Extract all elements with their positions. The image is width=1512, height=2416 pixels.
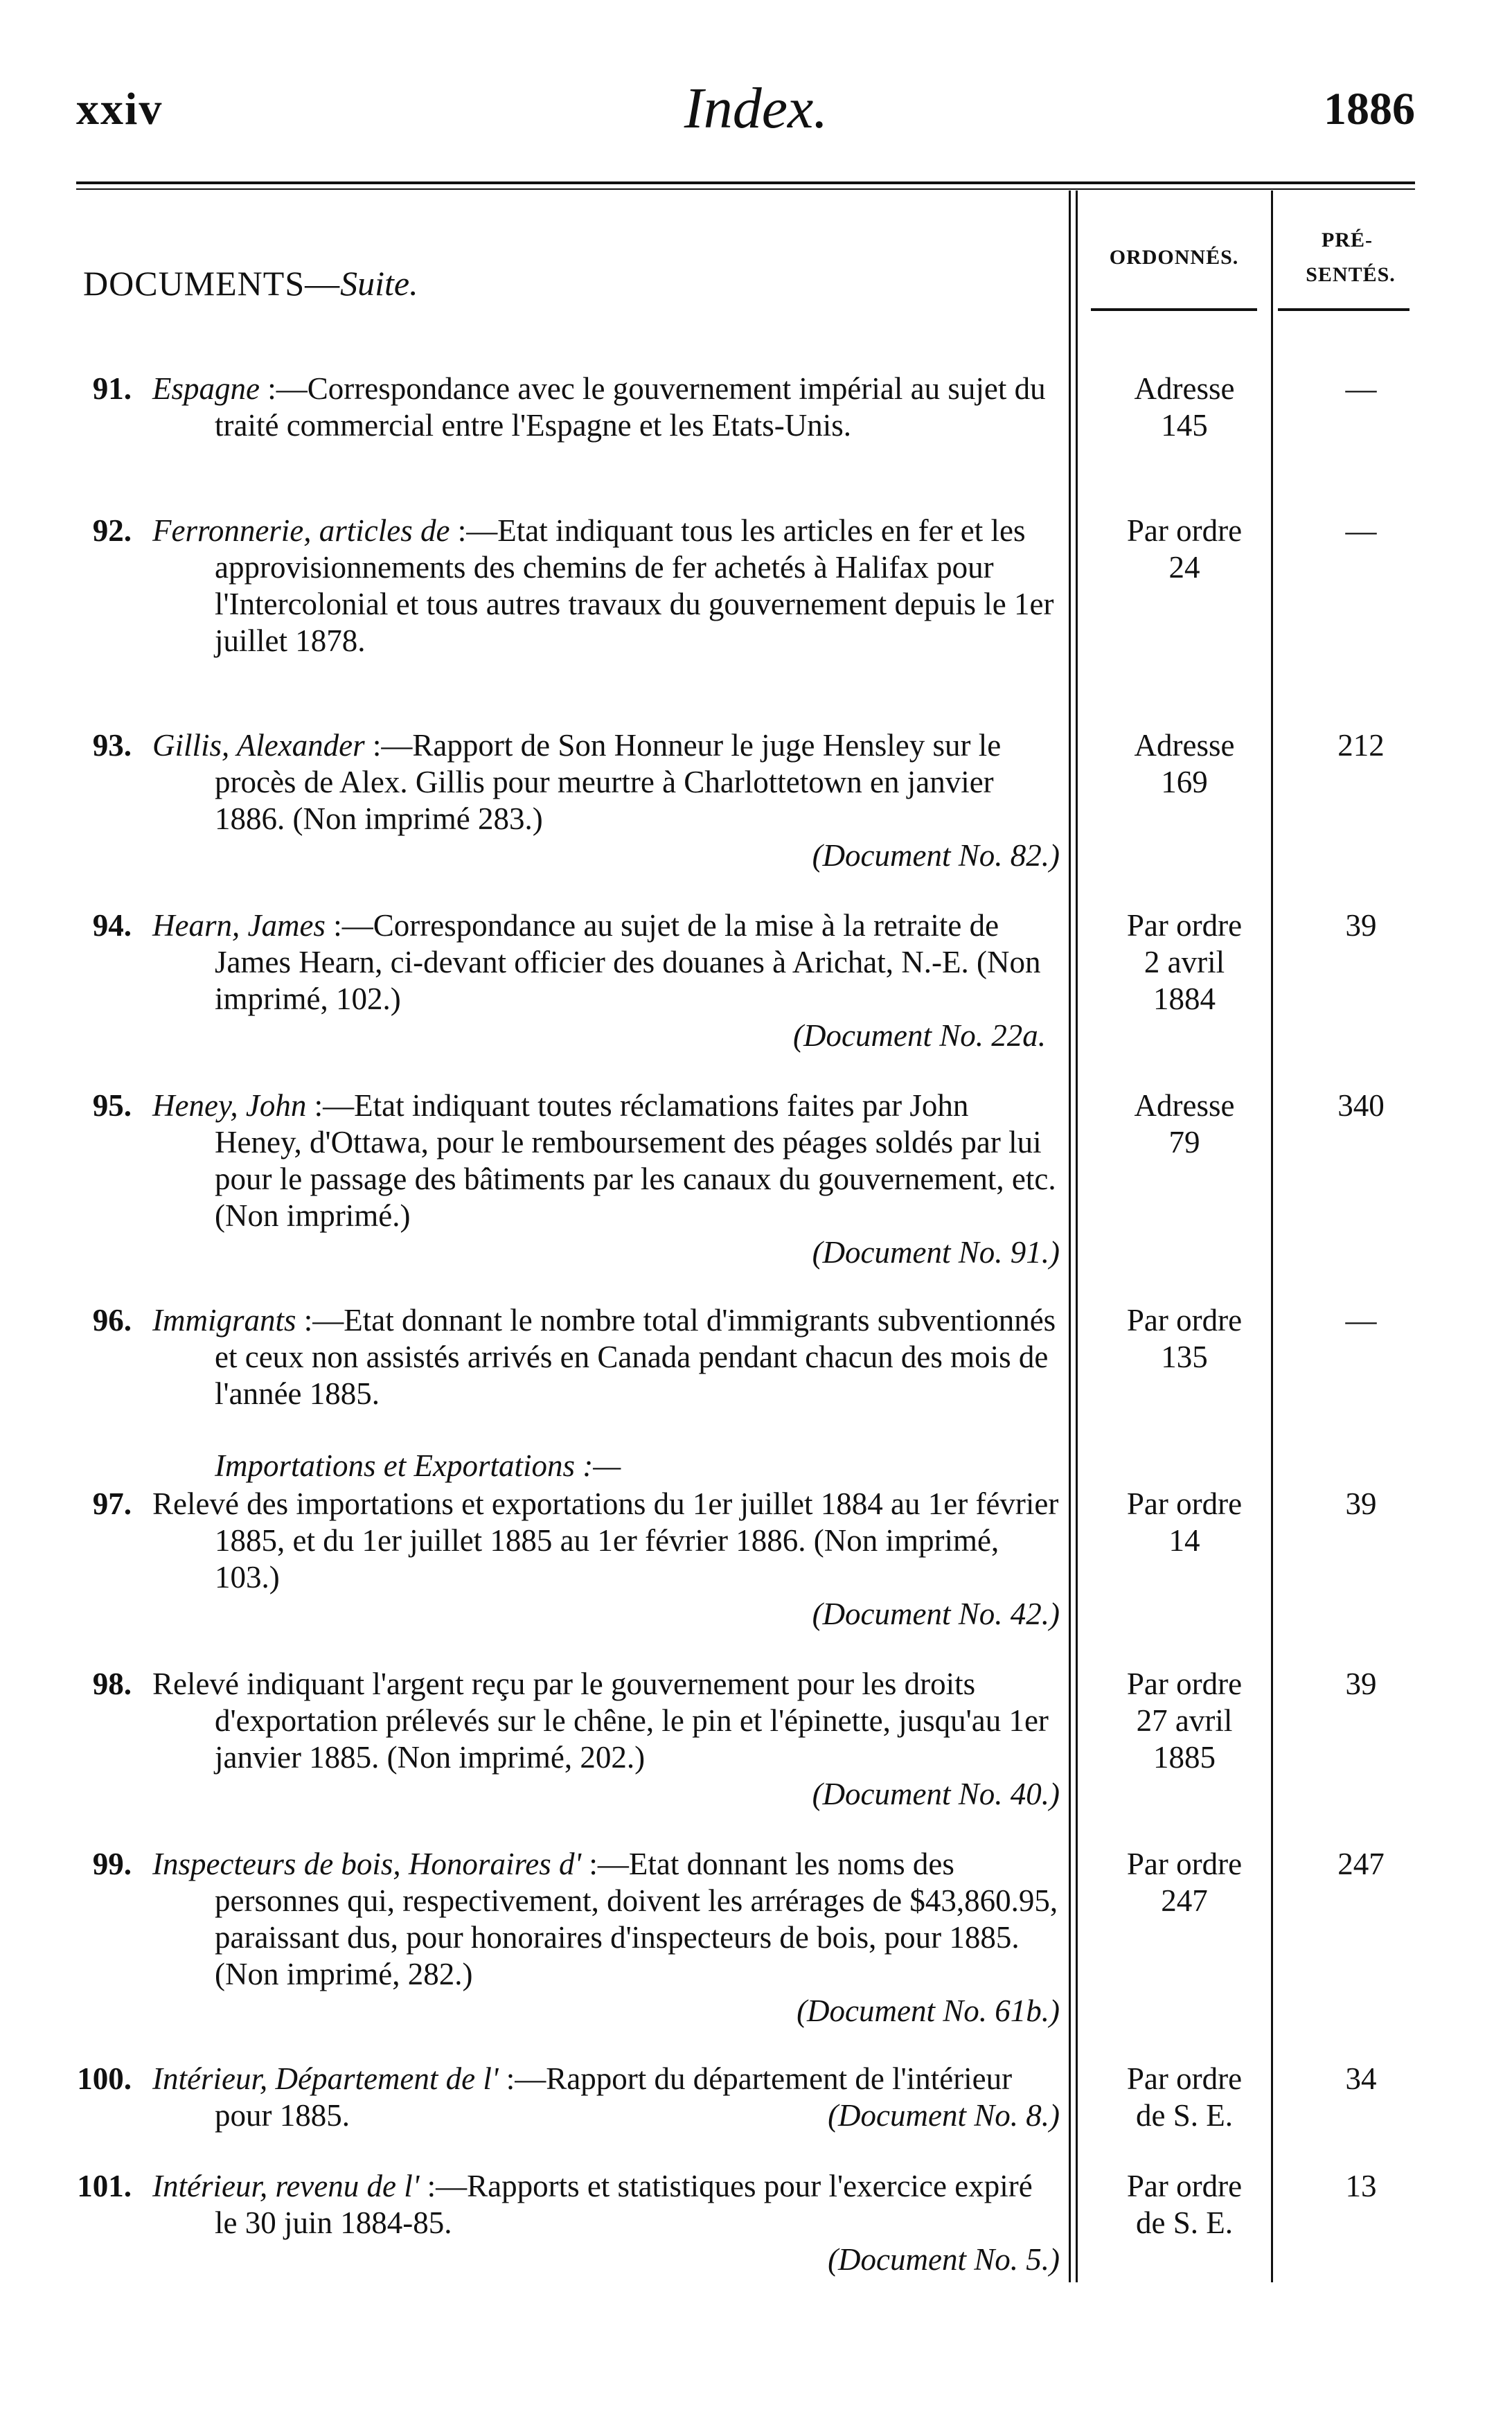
ordered-line: de S. E. — [1136, 2098, 1233, 2133]
column-header-rule — [1278, 308, 1409, 311]
ordered-line: Adresse — [1134, 1088, 1235, 1123]
entry-body: :—Etat donnant les noms des personnes qui, respectivement, doivent les arrérages de $43,860.95, paraissant dus, pour honoraires d'inspecteurs de bois, pour 1885. (Non imprimé, 282.) — [215, 1847, 1058, 1991]
entry-number: 100. — [77, 2061, 132, 2096]
entry-number: 94. — [92, 908, 132, 943]
ordered-line: 79 — [1168, 1125, 1200, 1160]
entry-lead: Inspecteurs de bois, Honoraires d' — [152, 1847, 582, 1881]
section-title-text: DOCUMENTS— — [83, 264, 341, 303]
index-entry — [92, 1087, 1060, 1271]
entry-body: :—Etat indiquant tous les articles en fer et les approvisionnements des chemins de fer achetés à Halifax pour l'Intercolonial et tous autres travaux du gouvernement depuis le 1er juillet 1878. — [215, 513, 1054, 658]
entry-text — [152, 1666, 1060, 1776]
entry-document: (Document No. 91.) — [812, 1235, 1060, 1270]
entry-text — [152, 371, 1060, 444]
entry-number: 97. — [92, 1486, 132, 1521]
column-divider — [1271, 190, 1273, 2282]
subheading: Importations et Exportations :— — [215, 1448, 621, 1483]
index-entry — [92, 371, 1060, 444]
index-entry — [77, 2061, 1060, 2134]
entry-text — [152, 1087, 1060, 1234]
presented-cell: 340 — [1337, 1088, 1385, 1123]
entry-lead: Heney, John — [152, 1088, 307, 1123]
ordered-cell — [1080, 1846, 1288, 1919]
entry-lead: Intérieur, revenu de l' — [152, 2169, 420, 2203]
ordered-cell — [1080, 1486, 1288, 1559]
ordered-line: 247 — [1161, 1883, 1208, 1918]
presented-cell: 212 — [1337, 728, 1385, 763]
entry-body: :—Etat donnant le nombre total d'immigrants subventionnés et ceux non assistés arrivés en Canada pendant chacun des mois de l'année 1885. — [215, 1303, 1056, 1411]
entry-text — [152, 907, 1060, 1018]
ordered-line: Par ordre — [1126, 1667, 1243, 1701]
entry-number: 101. — [77, 2169, 132, 2203]
entry-body: :—Rapport du département de l'intérieur pour 1885. — [215, 2061, 1013, 2133]
ordered-line: Par ordre — [1126, 908, 1243, 943]
ordered-cell — [1080, 1087, 1288, 1161]
entry-document: (Document No. 5.) — [828, 2242, 1060, 2277]
entry-document: (Document No. 42.) — [812, 1597, 1060, 1631]
header-rule — [76, 181, 1415, 184]
ordered-line: 169 — [1161, 765, 1208, 799]
header-rule-thin — [76, 188, 1415, 190]
page-title: Index. — [684, 76, 828, 141]
section-title-suffix: Suite. — [340, 264, 418, 303]
ordered-line: 145 — [1161, 408, 1208, 443]
entry-number: 98. — [92, 1667, 132, 1701]
entry-document: (Document No. 40.) — [812, 1777, 1060, 1811]
entry-document: (Document No. 8.) — [828, 2098, 1060, 2133]
column-header-rule — [1091, 308, 1257, 311]
entry-body: Relevé des importations et exportations du 1er juillet 1884 au 1er février 1885, et du 1er juillet 1885 au 1er février 1886. (Non imprimé, 103.) — [152, 1486, 1059, 1595]
ordered-line: Par ordre — [1126, 2061, 1243, 2096]
ordered-line: 14 — [1168, 1523, 1200, 1558]
ordered-cell — [1080, 2168, 1288, 2241]
presented-cell: 13 — [1345, 2169, 1377, 2203]
entry-lead: Intérieur, Département de l' — [152, 2061, 499, 2096]
entry-text — [152, 1486, 1060, 1596]
column-header-presented-1: PRÉ- — [1322, 229, 1373, 251]
index-entry — [92, 513, 1060, 659]
entry-lead: Ferronnerie, articles de — [152, 513, 450, 548]
entry-number: 96. — [92, 1303, 132, 1338]
year: 1886 — [1324, 84, 1415, 134]
index-entry — [92, 1846, 1060, 2029]
entry-text — [152, 1302, 1060, 1412]
entry-document: (Document No. 22a. — [793, 1018, 1046, 1053]
entry-body: :—Rapport de Son Honneur le juge Hensley sur le procès de Alex. Gillis pour meurtre à Charlottetown en janvier 1886. (Non imprimé 283.) — [215, 728, 1002, 836]
entry-number: 93. — [92, 728, 132, 763]
index-entry — [92, 1302, 1060, 1412]
entry-lead: Immigrants — [152, 1303, 296, 1338]
ordered-cell — [1080, 1666, 1288, 1776]
entry-lead: Hearn, James — [152, 908, 326, 943]
entry-text — [152, 513, 1060, 659]
presented-cell: 39 — [1345, 1486, 1377, 1521]
entry-text — [152, 2168, 1060, 2241]
entry-text — [152, 727, 1060, 837]
entry-body: :—Etat indiquant toutes réclamations faites par John Heney, d'Ottawa, pour le remboursement des péages soldés par lui pour le passage des bâtiments par les canaux du gouvernement, etc. (Non imprimé.) — [215, 1088, 1056, 1233]
column-divider — [1069, 190, 1071, 2282]
ordered-line: Adresse — [1134, 371, 1235, 406]
presented-cell: — — [1345, 513, 1377, 548]
presented-cell: 39 — [1345, 1667, 1377, 1701]
ordered-line: 2 avril — [1144, 945, 1225, 979]
ordered-line: Par ordre — [1126, 2169, 1243, 2203]
ordered-line: 24 — [1168, 550, 1200, 585]
ordered-line: de S. E. — [1136, 2205, 1233, 2240]
index-entry — [92, 727, 1060, 874]
ordered-line: Par ordre — [1126, 1847, 1243, 1881]
page-number: xxiv — [76, 84, 163, 134]
entry-number: 95. — [92, 1088, 132, 1123]
entry-lead: Gillis, Alexander — [152, 728, 365, 763]
entry-body: :—Rapports et statistiques pour l'exercice expiré le 30 juin 1884-85. — [215, 2169, 1033, 2240]
entry-number: 99. — [92, 1847, 132, 1881]
ordered-cell — [1080, 727, 1288, 801]
index-entry — [92, 1486, 1060, 1633]
ordered-cell — [1080, 2061, 1288, 2134]
index-entry — [77, 2168, 1060, 2278]
presented-cell: 247 — [1337, 1847, 1385, 1881]
index-entry — [92, 907, 1060, 1054]
ordered-line: 27 avril — [1136, 1703, 1233, 1738]
ordered-cell — [1080, 371, 1288, 444]
ordered-cell — [1080, 513, 1288, 586]
entry-document: (Document No. 82.) — [812, 838, 1060, 873]
ordered-line: 1885 — [1153, 1740, 1216, 1775]
entry-body: :—Correspondance avec le gouvernement impérial au sujet du traité commercial entre l'Espagne et les Etats-Unis. — [215, 371, 1046, 443]
column-divider — [1076, 190, 1078, 2282]
presented-cell: 34 — [1345, 2061, 1377, 2096]
ordered-line: Par ordre — [1126, 1303, 1243, 1338]
entry-number: 92. — [92, 513, 132, 548]
column-header-presented-2: SENTÉS. — [1306, 263, 1396, 286]
entry-body: :—Correspondance au sujet de la mise à la retraite de James Hearn, ci-devant officier des douanes à Arichat, N.-E. (Non imprimé, 102.) — [215, 908, 1041, 1016]
presented-cell: 39 — [1345, 908, 1377, 943]
ordered-line: 135 — [1161, 1340, 1208, 1374]
ordered-line: Adresse — [1134, 728, 1235, 763]
entry-body: Relevé indiquant l'argent reçu par le gouvernement pour les droits d'exportation prélevés sur le chêne, le pin et l'épinette, jusqu'au 1er janvier 1885. (Non imprimé, 202.) — [152, 1667, 1049, 1775]
presented-cell: — — [1345, 1303, 1377, 1338]
entry-document: (Document No. 61b.) — [797, 1993, 1060, 2028]
entry-number: 91. — [92, 371, 132, 406]
presented-cell: — — [1345, 371, 1377, 406]
ordered-line: Par ordre — [1126, 513, 1243, 548]
ordered-line: Par ordre — [1126, 1486, 1243, 1521]
entry-lead: Espagne — [152, 371, 260, 406]
index-entry — [92, 1666, 1060, 1813]
entry-text — [152, 1846, 1060, 1993]
column-header-ordered: ORDONNÉS. — [1109, 246, 1239, 269]
ordered-cell — [1080, 1302, 1288, 1376]
section-title — [83, 263, 418, 303]
ordered-line: 1884 — [1153, 981, 1216, 1016]
ordered-cell — [1080, 907, 1288, 1018]
